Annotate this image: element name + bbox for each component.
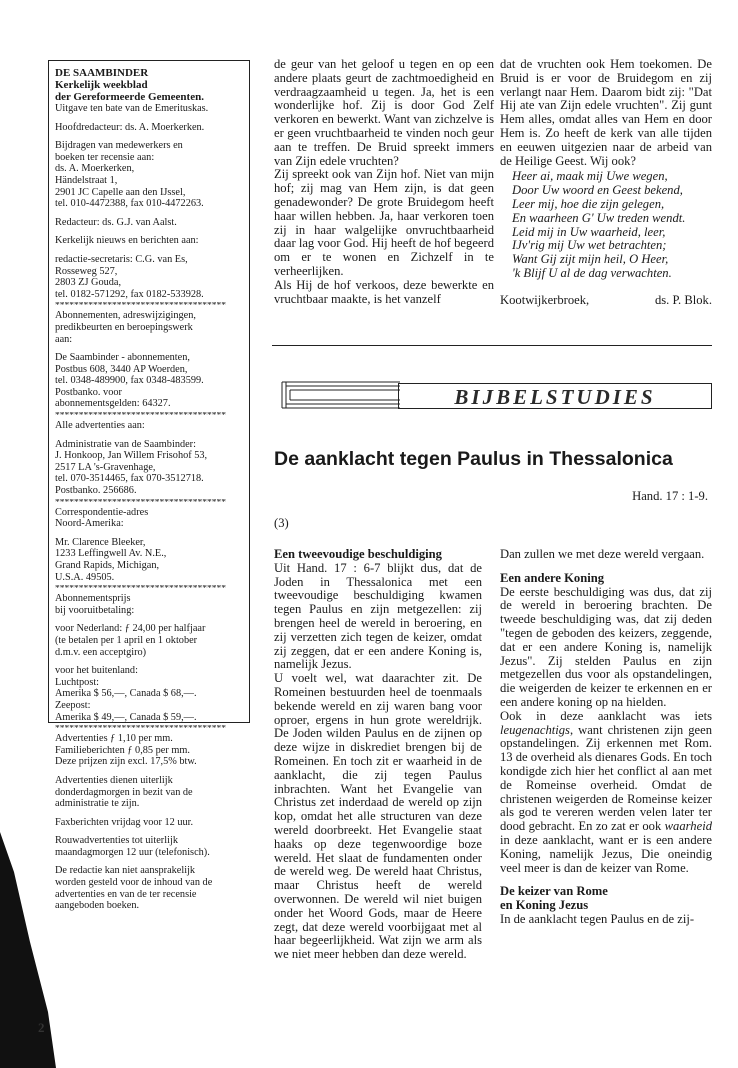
section-divider (272, 345, 712, 346)
north-america-address: Mr. Clarence Bleeker, 1233 Leffingwell Av. N.E., Grand Rapids, Michigan, U.S.A. 49505. (55, 536, 167, 583)
section-banner (280, 380, 712, 410)
publisher-line: Uitgave ten bate van de Emerituskas. (55, 103, 209, 114)
mourning-deadline: Rouwadvertenties tot uiterlijk maandagmorgen 12 uur (telefonisch). (55, 835, 210, 858)
banner-ornament-icon (280, 380, 400, 410)
price-abroad: voor het buitenland: Luchtpost: Amerika $ 56,—, Canada $ 68,—. Zeepost: Amerika $ 49,—, Canada $ 59,—. (55, 665, 197, 723)
paragraph: De eerste beschuldiging was dus, dat zij de wereld in beroering brachten. De tweede beschuldiging was, dat zij deden "tegen de geboden des keizers, zeggende, dat er een andere Koning is, namelijk Jezus". Zij stelden Paulus en zijn metgezellen dus voor als opstandelingen, die weigerden de keizer te erkennen en er een andere koning op na hielden. (500, 584, 712, 709)
secretariat-address: redactie-secretaris: C.G. van Es, Rosseweg 527, 2803 ZJ Gouda, tel. 0182-571292, fax 0182-533928. (55, 253, 204, 300)
fax-deadline: Faxberichten vrijdag voor 12 uur. (55, 816, 194, 828)
north-america-head: Correspondentie-adres Noord-Amerika: (55, 506, 149, 530)
subheading: De keizer van Rome en Koning Jezus (500, 884, 608, 913)
article-title: De aanklacht tegen Paulus in Thessalonica (274, 448, 673, 470)
disclaimer: De redactie kan niet aansprakelijk worden gesteld voor de inhoud van de advertenties en van de ter recensie aangeboden boeken. (55, 865, 213, 912)
editor-line: Redacteur: ds. G.J. van Aalst. (55, 216, 177, 228)
paragraph: Ook in deze aanklacht was iets leugenachtigs, want christenen zijn geen opstandelingen. Zij erkennen met Rom. 13 de overheid als dienares Gods. En toch kondigde zich hier het conflict al aan met de Romeinse overheid. Omdat de christenen weigerden de Romeinse keizer als god te vereren werden velen later ter dood gebracht. En zo zat er ook waarheid in deze aanklacht, want er is een andere Koning, namelijk Jezus, Die oneindig veel meer is dan de keizer van Rome. (500, 708, 712, 875)
star-divider: ************************************ (55, 302, 226, 311)
meditation-column-2 (500, 58, 712, 308)
star-divider: ************************************ (55, 725, 226, 734)
subscriptions-head: Abonnementen, adreswijzigingen, predikbeurten en beroepingswerk aan: (55, 310, 196, 345)
section-title: BIJBELSTUDIES (454, 385, 656, 409)
scan-edge-shadow (0, 832, 60, 1068)
paragraph: In de aanklacht tegen Paulus en de zij- (500, 911, 695, 926)
meditation-column-1 (274, 58, 494, 306)
paragraph: dat de vruchten ook Hem toekomen. De Bruid is er voor de Bruidegom en zij verlangt naar Hem. Daarom bidt zij: "Dat Hij ate van Zijn edele vruchten". Zij gunt Hem alles, omdat alles van Hem en door Hem is. Zo heeft de kerk van alle tijden en eeuwen uitgezien naar de arbeid van de Heilige Geest. Wij ook? (500, 57, 712, 168)
subheading: Een andere Koning (500, 570, 605, 585)
article-part: (3) (274, 516, 289, 530)
paragraph: Zij spreekt ook van Zijn hof. Niet van mijn hof; zij mag van Hem zijn, is dat geen genadewonder? De grote Bruidegom heeft haar willen hebben. Ja, haar verkoren toen zij in haar walgelijke onvruchtbaarheid daar lag voor God. Hij heeft de hof begeerd om er te wonen en Zichzelf in te verheerlijken. (274, 167, 494, 278)
editor-in-chief: Hoofdredacteur: ds. A. Moerkerken. (55, 121, 205, 133)
article-column-2 (500, 548, 712, 927)
paragraph: U voelt wel, wat daarachter zit. De Romeinen bestuurden heel de toenmaals bekende wereld en zij waren bang voor oproer, ergens in hun grote wereldrijk. De Joden wilden Paulus en de zijnen op deze wijze in diskrediet brengen bij de Romeinen. En toch zit er waarheid in de aanklacht, die zij tegen Paulus inbrachten. Want het Evangelie van Christus zet inderdaad de wereld op zijn kop, omdat het alle structuren van deze wereld doorbreekt. Het Evangelie staat haaks op deze tegenwoordige boze wereld. Het slaat de fundamenten onder de wereld weg. De wereld haat Christus, maar Christus heeft de wereld overwonnen. De wereld wil niet buigen onder het Woord Gods, maar de Heere zegt, dat deze wereld voorbijgaat met al haar begeerlijkheid. Wat zijn we arm als we niet meer hebben dan deze wereld. (274, 671, 482, 962)
contributions-address: Bijdragen van medewerkers en boeken ter recensie aan: ds. A. Moerkerken, Händelstraat 1, 2901 JC Capelle aan den IJssel, tel. 010-4472388, fax 010-4472263. (55, 140, 204, 210)
ads-address: Administratie van de Saambinder: J. Honkoop, Jan Willem Frisohof 53, 2517 LA 's-Gravenhage, tel. 070-3514465, fax 070-3512718. Postbanko. 256686. (55, 438, 208, 497)
signature-author: ds. P. Blok. (654, 292, 712, 307)
price-netherlands: voor Nederland: ƒ 24,00 per halfjaar (te betalen per 1 april en 1 oktober d.m.v. een acceptgiro) (55, 623, 206, 658)
banner-frame (398, 383, 712, 409)
paragraph: Dan zullen we met deze wereld vergaan. (500, 547, 705, 561)
paragraph: Uit Hand. 17 : 6-7 blijkt dus, dat de Joden in Thessalonica met een tweevoudige beschuldiging kwamen tegen Paulus en zijn metgezellen: zij brengen heel de wereld in beroering, en zij verzetten zich tegen de keizer, omdat zij zeggen, dat er een andere Koning is, namelijk Jezus. (274, 560, 482, 672)
bible-reference: Hand. 17 : 1-9. (632, 489, 708, 503)
paragraph: Als Hij de hof verkoos, deze bewerkte en vruchtbaar maakte, is het vanzelf (274, 277, 494, 306)
masthead-title: DE SAAMBINDER Kerkelijk weekblad der Gereformeerde Gemeenten. (55, 67, 204, 103)
star-divider: ************************************ (55, 585, 226, 594)
signature (500, 294, 712, 308)
paragraph: de geur van het geloof u tegen en op een andere plaats geurt de zachtmoedigheid en verdraagzaamheid u tegen. Ja, het is een wonderlijke hof. Zij is door God Zelf verkoren en bewerkt. Want van zichzelve is er geen vruchtbaarheid te vinden noch geur aan te treffen. De Bruid spreekt immers van Zijn edele vruchten? (274, 57, 494, 168)
ad-deadline: Advertenties dienen uiterlijk donderdagmorgen in bezit van de administratie te zijn. (55, 774, 193, 810)
star-divider: ************************************ (55, 412, 226, 421)
article-column-1 (274, 548, 482, 962)
signature-place: Kootwijkerbroek, (500, 292, 590, 307)
ads-head: Alle advertenties aan: (55, 420, 145, 432)
star-divider: ************************************ (55, 498, 226, 507)
ad-prices: Advertenties ƒ 1,10 per mm. Familieberichten ƒ 0,85 per mm. Deze prijzen zijn excl. 17,5% btw. (55, 733, 197, 768)
price-head: Abonnementsprijs bij vooruitbetaling: (55, 593, 135, 616)
masthead-box (48, 60, 250, 912)
page-number: 2 (38, 1020, 45, 1035)
church-news-line: Kerkelijk nieuws en berichten aan: (55, 235, 199, 247)
subheading: Een tweevoudige beschuldiging (274, 547, 442, 561)
subscriptions-address: De Saambinder - abonnementen, Postbus 608, 3440 AP Woerden, tel. 0348-489900, fax 0348-483599. Postbanko. voor abonnementsgelden: 64327. (55, 352, 204, 410)
psalm-verse: Heer ai, maak mij Uwe wegen, Door Uw woord en Geest bekend, Leer mij, hoe die zijn gelegen, En waarheen G' Uw treden wendt. Leid mij in Uw waarheid, leer, IJv'rig mij Uw wet betrachten; Want Gij zijt mijn heil, O Heer, 'k Blijf U al de dag verwachten. (512, 169, 686, 280)
